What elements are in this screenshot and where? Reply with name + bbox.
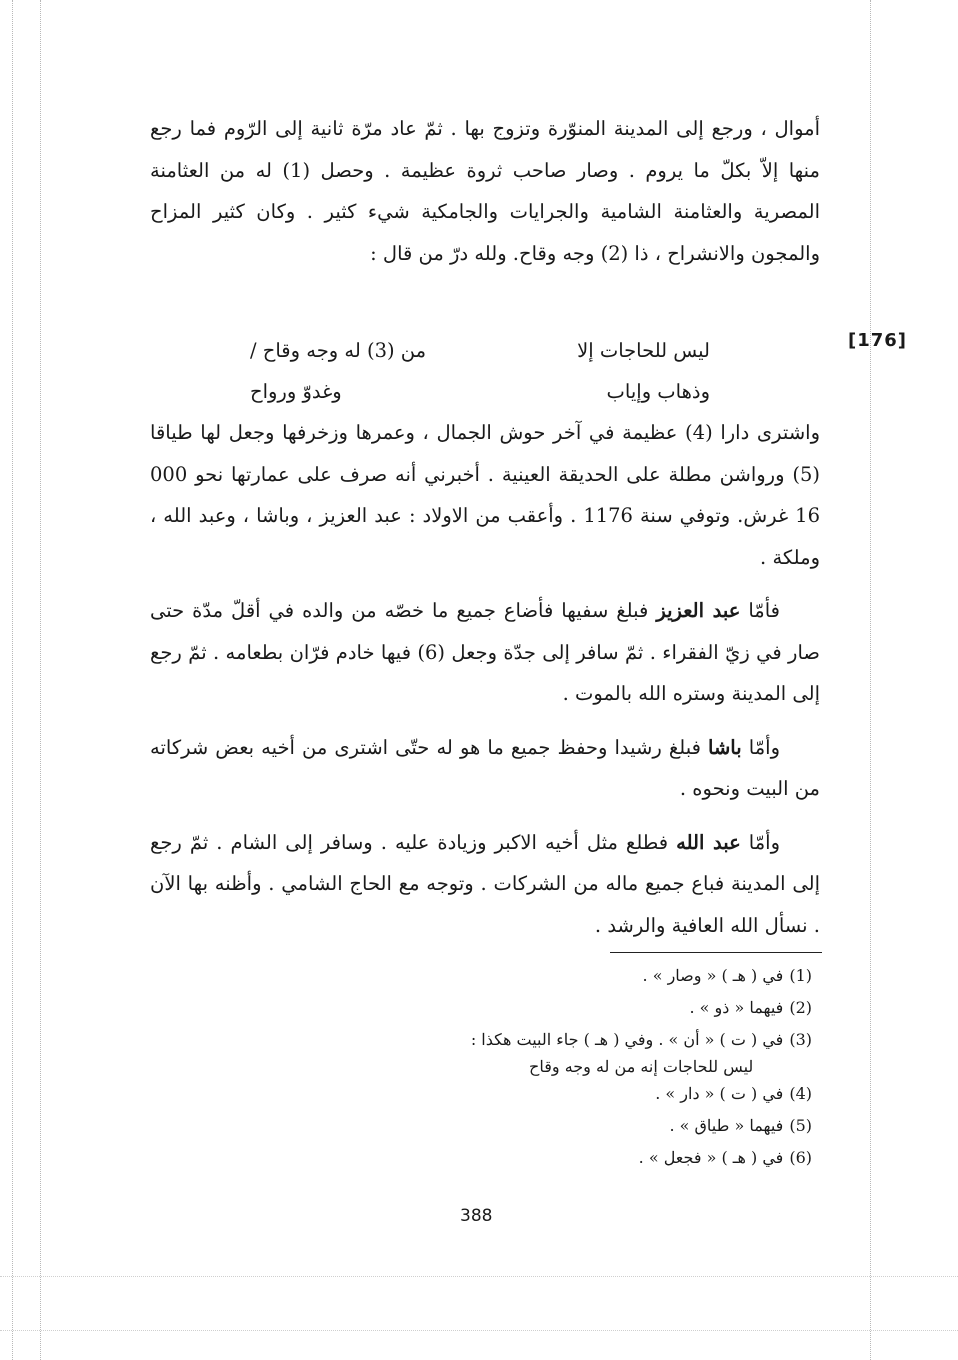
poem-verse — [250, 330, 710, 412]
paragraph-house: واشترى دارا (4) عظيمة في آخر حوش الجمال ، وعمرها وزخرفها وجعل لها طياقا (5) ورواشن مطلة على الحديقة العينية . أخبرني أنه صرف على عمارتها نحو 000 16 غرش. وتوفي سنة 1176 . وأعقب من الاولاد : عبد العزيز ، وباشا ، وعبد الله ، وملكة . — [150, 421, 820, 569]
footnotes — [330, 960, 812, 1174]
page-number: 388 — [460, 1206, 493, 1226]
footnote-1 — [330, 960, 812, 992]
footnote-number: (6) — [789, 1148, 812, 1167]
para-lead: وأمّا — [740, 830, 780, 854]
footnote-text-main: في ( ت ) « أن » . وفي ( هـ ) جاء البيت هكذا : — [470, 1030, 784, 1049]
scan-line — [40, 0, 41, 1360]
paragraph-abdullah — [150, 822, 820, 947]
footnote-3 — [330, 1024, 812, 1078]
verse-hemistich-left: من (3) له وجه وقاح / — [250, 339, 427, 362]
margin-page-marker: [176] — [848, 330, 908, 351]
verse-line-1 — [250, 330, 710, 371]
footnote-text: فيهما « طياق » . — [669, 1116, 784, 1135]
verse-hemistich-right: وذهاب وإياب — [606, 380, 710, 403]
scan-line — [0, 1276, 958, 1277]
footnote-5 — [330, 1110, 812, 1142]
footnote-number: (5) — [789, 1116, 812, 1135]
paragraph-abdulaziz — [150, 590, 820, 715]
footnote-text: في ( هـ ) « وصار » . — [642, 966, 784, 985]
footnote-number: (3) — [789, 1030, 812, 1049]
verse-hemistich-right: ليس للحاجات إلا — [577, 339, 710, 362]
person-name: باشا — [708, 735, 742, 759]
main-text-bottom — [150, 412, 820, 946]
para-rest: فبلغ سفيها فأضاع جميع ما خصّه من والده في أقلّ مدّة حتى صار في زيّ الفقراء . ثمّ سافر إلى جدّة وجعل (6) فيها خادم فرّان بطعامه . ثمّ رجع إلى المدينة وستره الله بالموت . — [150, 599, 820, 705]
para-rest: فطلع مثل أخيه الاكبر وزيادة عليه . وسافر إلى الشام . ثمّ رجع إلى المدينة فباع جميع ماله من الشركات . وتوجه مع الحاج الشامي . وأظنه بها الآن . نسأل الله العافية والرشد . — [150, 830, 820, 937]
verse-line-2 — [250, 371, 710, 412]
footnote-4 — [330, 1078, 812, 1110]
footnote-text: في ( هـ ) « فجعل » . — [638, 1148, 784, 1167]
footnote-text: فيهما « ذو » . — [689, 998, 784, 1017]
person-name: عبد العزيز — [656, 599, 741, 622]
para-lead: فأمّا — [740, 599, 780, 622]
footnote-number: (4) — [789, 1084, 812, 1103]
footnote-text: في ( ت ) « دار » . — [655, 1084, 784, 1103]
footnote-number: (2) — [789, 998, 812, 1017]
main-text-top — [150, 108, 820, 274]
scan-line — [12, 0, 13, 1360]
verse-hemistich-left: وغدوّ ورواح — [250, 380, 342, 403]
paragraph-basha — [150, 727, 820, 810]
person-name: عبد الله — [676, 830, 741, 854]
footnote-divider — [610, 952, 822, 953]
footnote-2 — [330, 992, 812, 1024]
footnote-text — [330, 1024, 783, 1078]
footnote-6 — [330, 1142, 812, 1174]
footnote-number: (1) — [789, 966, 812, 985]
paragraph-opening: أموال ، ورجع إلى المدينة المنوّرة وتزوج بها . ثمّ عاد مرّة ثانية إلى الرّوم فما رجع منها إلاّ بكلّ ما يروم . وصار صاحب ثروة عظيمة . وحصل (1) له من العثامنة المصرية والعثامنة الشامية والجرايات والجامكية شيء كثير . وكان كثير المزاح والمجون والانشراح ، ذا (2) وجه وقاح. ولله درّ من قال : — [150, 117, 821, 265]
para-rest: فبلغ رشيدا وحفظ جميع ما هو له حتّى اشترى من أخيه بعض شركاته من البيت ونحوه . — [150, 735, 820, 800]
scan-line — [870, 0, 871, 1360]
scan-line — [0, 1330, 958, 1331]
para-lead: وأمّا — [741, 735, 781, 759]
footnote-verse-variant: ليس للحاجات إنه من له وجه وقاح — [529, 1057, 754, 1076]
